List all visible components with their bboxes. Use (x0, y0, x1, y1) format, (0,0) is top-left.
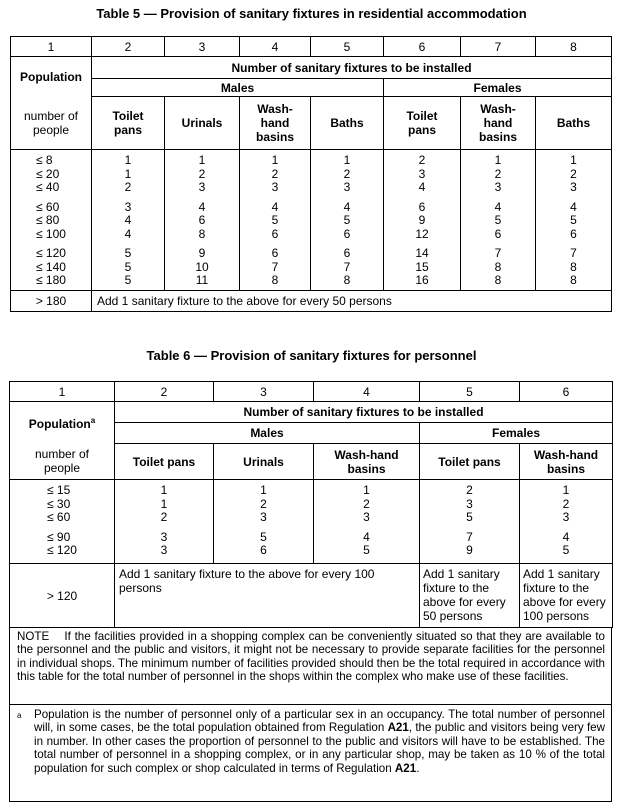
table5-header-male-baths: Baths (311, 97, 384, 150)
table5-value-group (92, 247, 164, 288)
table5-cell-value: 6 (343, 246, 351, 260)
table5-col-number: 5 (311, 37, 384, 57)
table6-last-row-females-toilet-text: Add 1 sanitary fixture to the above for every 50 persons (420, 564, 520, 628)
table5-cell-value: 1 (570, 153, 577, 167)
table5-value-group (461, 247, 535, 288)
table6-cell-value: 1 (160, 496, 168, 511)
table5-cell-value: 3 (271, 180, 279, 194)
table6-col-number: 6 (520, 382, 613, 402)
table6-cell-value: 2 (466, 483, 473, 497)
table6-cell-value: 7 (466, 529, 473, 544)
table5-population-group (36, 247, 66, 288)
table5-header-female-toilet-pans: Toilet pans (384, 97, 461, 150)
table6-population-group (47, 531, 77, 558)
table6-fixtures-header: Number of sanitary fixtures to be installed (115, 402, 613, 423)
table6-value-group (214, 531, 313, 558)
table5-last-row (11, 291, 612, 312)
table5-cell-value: 2 (124, 180, 132, 194)
table5-cell-value: 2 (343, 166, 351, 181)
table6-data-column (420, 480, 520, 564)
table6-cell-value: 3 (160, 529, 168, 544)
table6-cell-value: 3 (363, 510, 370, 524)
table5-cell-value: 1 (124, 166, 132, 181)
table5-cell-value: 6 (271, 246, 279, 260)
table5-col-number: 7 (461, 37, 536, 57)
table6-col-numbers-row (10, 382, 613, 402)
table6-col-number: 3 (214, 382, 314, 402)
table5-value-group (536, 154, 611, 195)
table6-last-row-males-text: Add 1 sanitary fixture to the above for every 100 persons (115, 564, 420, 628)
table6-number-of-people: number of people (10, 444, 115, 480)
table6-col-number: 4 (314, 382, 420, 402)
table5-value-group (311, 247, 383, 288)
table5-cell-value: 9 (198, 246, 206, 260)
table5-cell-value: 12 (415, 226, 429, 241)
table5-number-of-people: number of people (11, 97, 92, 150)
table5-data-column (311, 150, 384, 291)
table6-last-row-population: > 120 (10, 564, 115, 628)
table6-col-number: 5 (420, 382, 520, 402)
table6-cell-value: 2 (160, 510, 168, 524)
table5-cell-value: 6 (343, 226, 351, 241)
table5-cell-value: 5 (124, 259, 132, 274)
table6-cell-value: 1 (562, 483, 570, 497)
table6-value-group (214, 484, 313, 525)
table5-cell-value: 4 (570, 199, 577, 214)
table6-cell-value: 3 (562, 510, 570, 524)
table6-cell-value: 2 (260, 496, 267, 511)
table5-population-value: ≤ 20 (36, 166, 60, 181)
table6-cell-value: 2 (363, 496, 370, 511)
table5-cell-value: 4 (271, 199, 279, 214)
table5-cell-value: 11 (195, 273, 209, 287)
table5-cell-value: 6 (271, 226, 279, 241)
table5-value-group (165, 154, 239, 195)
table6-population-group (47, 484, 77, 525)
table6-note (9, 627, 612, 705)
table5-population-value: ≤ 60 (36, 199, 60, 214)
table5-population-value: ≤ 120 (36, 246, 66, 260)
table5-fixtures-header: Number of sanitary fixtures to be installed (92, 57, 612, 79)
table6-col-number: 2 (115, 382, 214, 402)
table5-cell-value: 2 (198, 166, 206, 181)
table5-cell-value: 9 (418, 213, 426, 227)
table5-cell-value: 3 (570, 180, 577, 194)
table6-data-column (214, 480, 314, 564)
table5-cell-value: 8 (494, 259, 502, 274)
table5-data-row (11, 150, 612, 291)
table5-cell-value: 1 (271, 153, 279, 167)
table5-col-number: 1 (11, 37, 92, 57)
table5-cell-value: 3 (198, 180, 206, 194)
table5-value-group (311, 154, 383, 195)
table5-cell-value: 1 (124, 153, 132, 167)
table5-cell-value: 5 (124, 246, 132, 260)
table6-header-female-toilet-pans: Toilet pans (420, 444, 520, 480)
footnote-text-1: Population is the number of personnel only of a particular sex in an occupancy. The total number of personnel will, in some cases, be the total population obtained from Regulation (34, 708, 605, 735)
table5-header-male-wash-hand-basins: Wash-hand basins (240, 97, 311, 150)
table5-cell-value: 16 (415, 273, 429, 287)
table5-cell-value: 2 (418, 153, 426, 167)
table5-value-group (240, 247, 310, 288)
table5-title: Table 5 — Provision of sanitary fixtures in residential accommodation (96, 6, 527, 21)
table5-cell-value: 5 (124, 273, 132, 287)
table5-cell-value: 2 (570, 166, 577, 181)
table6-header-female-wash-hand-basins: Wash-hand basins (520, 444, 613, 480)
table6-cell-value: 5 (562, 543, 570, 557)
table5-population-value: ≤ 180 (36, 273, 66, 287)
footnote-marker: a (17, 711, 22, 720)
table5-value-group (165, 201, 239, 242)
table6-cell-value: 2 (562, 496, 570, 511)
table5-cell-value: 6 (570, 226, 577, 241)
table5-cell-value: 8 (570, 259, 577, 274)
table5-cell-value: 15 (415, 259, 429, 274)
table6-males-header: Males (115, 423, 420, 444)
table6-cell-value: 9 (466, 543, 473, 557)
table5-last-row-population: > 180 (11, 291, 92, 312)
table5-cell-value: 4 (494, 199, 502, 214)
table5-cell-value: 1 (343, 153, 351, 167)
table5-data-column (461, 150, 536, 291)
table5-value-group (536, 201, 611, 242)
table5-header-male-toilet-pans: Toilet pans (92, 97, 165, 150)
table6-value-group (420, 484, 519, 525)
table6-cell-value: 6 (260, 543, 267, 557)
table5-cell-value: 8 (494, 273, 502, 287)
table6-population-value: ≤ 120 (47, 543, 77, 557)
table5-col-number: 6 (384, 37, 461, 57)
table5-cell-value: 8 (343, 273, 351, 287)
table5-last-row-text: Add 1 sanitary fixture to the above for every 50 persons (92, 291, 612, 312)
table6-header-male-urinals: Urinals (214, 444, 314, 480)
table5-cell-value: 2 (271, 166, 279, 181)
table6-cell-value: 5 (466, 510, 473, 524)
table5-cell-value: 4 (124, 213, 132, 227)
table5-value-group (92, 201, 164, 242)
table6-value-group (115, 531, 213, 558)
table6-cell-value: 1 (363, 483, 370, 497)
table6-header-male-toilet-pans: Toilet pans (115, 444, 214, 480)
table5-population-header: Population (11, 57, 92, 97)
table6-last-row (10, 564, 613, 628)
table6-females-header: Females (420, 423, 613, 444)
table5-cell-value: 2 (494, 166, 502, 181)
table6-last-row-females-wash-text: Add 1 sanitary fixture to the above for every 100 persons (520, 564, 613, 628)
table5-cell-value: 5 (343, 213, 351, 227)
table6-cell-value: 1 (160, 483, 168, 497)
table6-data-column (314, 480, 420, 564)
table5-value-group (240, 201, 310, 242)
table6 (9, 381, 613, 628)
table5-value-group (240, 154, 310, 195)
table5-data-column (384, 150, 461, 291)
table5-cell-value: 14 (415, 246, 429, 260)
table5-cell-value: 8 (271, 273, 279, 287)
table6-population-column (10, 480, 115, 564)
table5-cell-value: 3 (494, 180, 502, 194)
table6-population-header: Population$^a$ (10, 402, 115, 444)
table5-females-header: Females (384, 79, 612, 97)
table6-cell-value: 4 (562, 529, 570, 544)
table6-cell-value: 4 (363, 529, 370, 544)
table6-value-group (115, 484, 213, 525)
table5-cell-value: 4 (124, 226, 132, 241)
table5-population-value: ≤ 8 (36, 153, 53, 167)
footnote-regulation-ref: A21 (394, 761, 417, 775)
table6-data-row (10, 480, 613, 564)
table6-cell-value: 3 (260, 510, 267, 524)
table5-population-group (36, 154, 66, 195)
table5-cell-value: 5 (271, 213, 279, 227)
table5-cell-value: 8 (570, 273, 577, 287)
table5-cell-value: 7 (343, 259, 351, 274)
table5-cell-value: 3 (343, 180, 351, 194)
footnote-a-marker: a (90, 416, 96, 426)
table5 (10, 36, 612, 312)
table5-value-group (461, 154, 535, 195)
table6-header-male-wash-hand-basins: Wash-hand basins (314, 444, 420, 480)
table6-value-group (314, 531, 419, 558)
table5-population-value: ≤ 80 (36, 213, 60, 227)
footnote-text-2: , the public and visitors being very few in number. In other cases the proportion of personnel to the public and visitors will have to be established. The total number of personnel in a shopping complex, or in any particular shop, may be taken as 10 % of the total population for such complex or shop calculated in terms of Regulation (34, 721, 605, 775)
table5-cell-value: 10 (195, 259, 209, 274)
table5-value-group (384, 201, 460, 242)
table5-header-female-wash-hand-basins: Wash-hand basins (461, 97, 536, 150)
table5-col-number: 2 (92, 37, 165, 57)
table5-value-group (384, 154, 460, 195)
table5-cell-value: 6 (494, 226, 502, 241)
table5-cell-value: 7 (494, 246, 502, 260)
table5-cell-value: 7 (570, 246, 577, 260)
table5-header-female-baths: Baths (536, 97, 612, 150)
table5-col-number: 3 (165, 37, 240, 57)
table6-cell-value: 1 (260, 483, 267, 497)
table5-cell-value: 4 (343, 199, 351, 214)
table6-population-value: ≤ 60 (47, 510, 71, 524)
table5-value-group (165, 247, 239, 288)
table5-data-column (240, 150, 311, 291)
table5-cell-value: 7 (271, 259, 279, 274)
table6-population-value: ≤ 90 (47, 529, 71, 544)
table6-col-number: 1 (10, 382, 115, 402)
table6-population-value: ≤ 15 (47, 483, 71, 497)
table5-value-group (92, 154, 164, 195)
table5-population-value: ≤ 140 (36, 259, 66, 274)
footnote-text-3: . (416, 761, 420, 775)
table5-population-column (11, 150, 92, 291)
table6-data-column (520, 480, 613, 564)
table5-males-header: Males (92, 79, 384, 97)
footnote-regulation-ref: A21 (387, 721, 409, 735)
note-label: NOTE (17, 630, 50, 643)
table5-cell-value: 4 (418, 180, 426, 194)
table5-cell-value: 5 (570, 213, 577, 227)
table5-header-male-urinals: Urinals (165, 97, 240, 150)
table6-value-group (314, 484, 419, 525)
table5-population-group (36, 201, 66, 242)
table5-cell-value: 6 (198, 213, 206, 227)
table5-cell-value: 1 (494, 153, 502, 167)
table5-col-number: 4 (240, 37, 311, 57)
table6-footnote (9, 704, 612, 802)
table5-cell-value: 1 (198, 153, 206, 167)
table6-value-group (420, 531, 519, 558)
table5-col-number: 8 (536, 37, 612, 57)
table6-title: Table 6 — Provision of sanitary fixtures for personnel (146, 348, 477, 363)
table5-population-value: ≤ 100 (36, 226, 66, 241)
table6-population-value: ≤ 30 (47, 496, 71, 511)
table5-data-column (92, 150, 165, 291)
table5-data-column (165, 150, 240, 291)
table6-data-column (115, 480, 214, 564)
table6-cell-value: 5 (260, 529, 267, 544)
table5-value-group (461, 201, 535, 242)
table5-data-column (536, 150, 612, 291)
table5-value-group (384, 247, 460, 288)
note-text: If the facilities provided in a shopping complex can be conveniently situated so that they are available to the personnel and the public and visitors, it might not be necessary to provide separate facilities for the personnel in individual shops. The minimum number of facilities provided should then be the total required in accordance with this table for the total number of personnel in the shops within the complex who make use of these facilities. (17, 630, 605, 684)
table5-cell-value: 6 (418, 199, 426, 214)
table5-col-numbers-row (11, 37, 612, 57)
table5-cell-value: 3 (124, 199, 132, 214)
table5-cell-value: 5 (494, 213, 502, 227)
table6-cell-value: 5 (363, 543, 370, 557)
table6-value-group (520, 531, 612, 558)
table5-value-group (311, 201, 383, 242)
table6-cell-value: 3 (160, 543, 168, 557)
table6-cell-value: 3 (466, 496, 473, 511)
table5-cell-value: 3 (418, 166, 426, 181)
table5-cell-value: 4 (198, 199, 206, 214)
table5-value-group (536, 247, 611, 288)
table5-population-value: ≤ 40 (36, 180, 60, 194)
table5-cell-value: 8 (198, 226, 206, 241)
table6-value-group (520, 484, 612, 525)
